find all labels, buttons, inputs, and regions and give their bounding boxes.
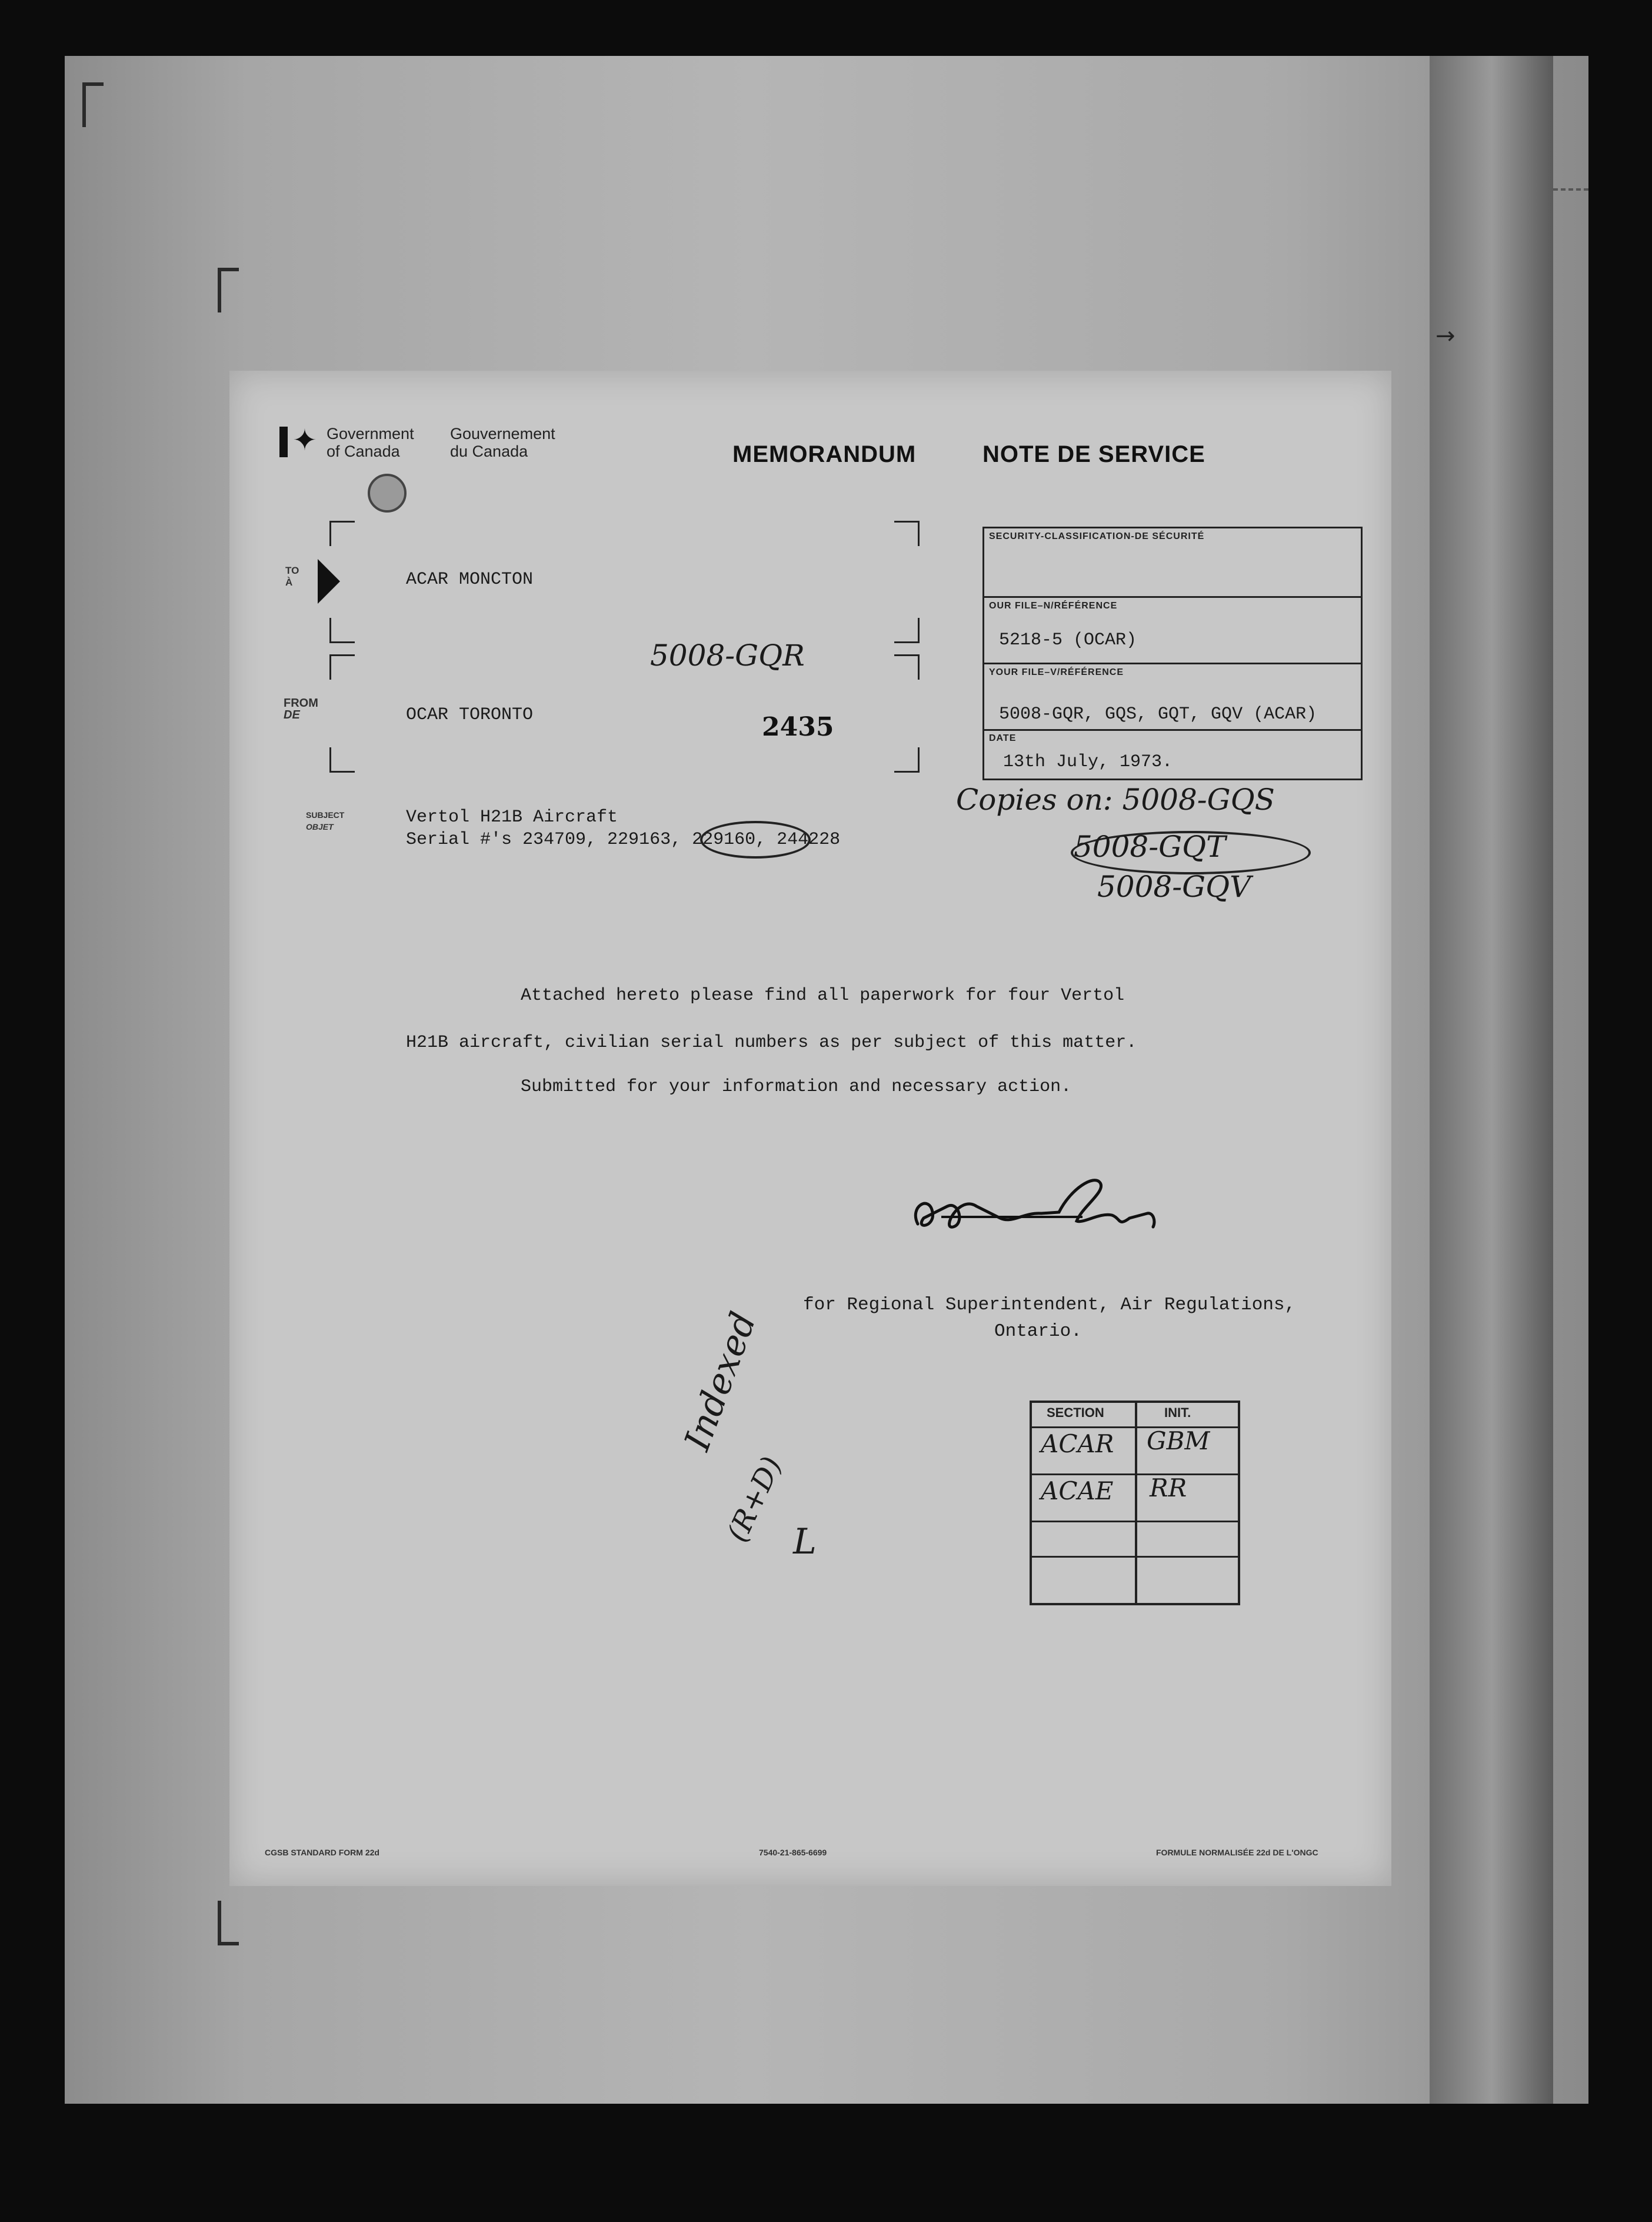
gov-wordmark-fr: Gouvernement du Canada [450,425,555,460]
your-file-value: 5008-GQR, GQS, GQT, GQV (ACAR) [999,704,1317,724]
bracket [894,747,920,773]
crop-mark-bottom-left [218,1901,239,1945]
handwritten-copies-line-1: Copies on: 5008-GQS [956,783,1275,817]
footer-form-number: CGSB STANDARD FORM 22d [265,1848,379,1857]
routing-cell: RR [1150,1473,1187,1502]
canada-flag-icon: ✦ [279,427,315,457]
our-file-value: 5218-5 (OCAR) [999,630,1137,650]
memo-date: 13th July, 1973. [1003,752,1173,772]
routing-table: SECTION INIT. ACAR GBM ACAE RR [1030,1401,1240,1605]
from-sender: OCAR TORONTO [406,705,534,725]
signature-title-line-2: Ontario. [994,1321,1082,1342]
memo-page [229,371,1391,1886]
handwritten-indexed-note: Indexed [677,1306,765,1456]
stamped-number: 2435 [762,712,834,742]
memorandum-title: MEMORANDUM [732,441,917,467]
dashed-edge-line [1553,188,1588,191]
note-de-service-title: NOTE DE SERVICE [982,441,1205,467]
body-line-2: H21B aircraft, civilian serial numbers as per subject of this matter. [406,1033,1137,1053]
routing-cell: ACAR [1041,1429,1114,1458]
handwritten-file-number: 5008-GQR [650,638,805,673]
body-line-1: Attached hereto please find all paperwork for four Vertol [521,986,1125,1006]
bracket [894,521,920,546]
bracket [329,747,355,773]
film-edge-strip [1430,56,1553,2104]
to-label: TO À [285,565,299,588]
handwritten-letter: L [793,1521,817,1562]
signature-title-line-1: for Regional Superintendent, Air Regulations, [803,1295,1296,1315]
bracket [329,521,355,546]
bracket [894,618,920,643]
to-arrow-icon [318,559,340,604]
handwritten-rd-note: (R+D) [721,1451,789,1547]
routing-cell: GBM [1147,1426,1210,1455]
crop-mark-top-left [218,268,239,312]
handwritten-copies-line-3: 5008-GQV [1097,870,1251,904]
gov-wordmark-en: Government of Canada [327,425,414,460]
punch-hole [368,474,407,513]
reference-box: SECURITY-CLASSIFICATION-DE SÉCURITÉ OUR FILE–N/RÉFÉRENCE 5218-5 (OCAR) YOUR FILE–V/RÉFÉRENCE 5008-GQR, GQS, GQT, GQV (ACAR) DATE 13th July, 1973. [982,527,1363,780]
bracket [329,618,355,643]
from-label: FROM DE [284,697,318,721]
footer-stock-number: 7540-21-865-6699 [759,1848,827,1857]
subject-line-2: Serial #'s 234709, 229163, 229160, 244228 [406,830,841,850]
crop-mark-top-left-outer [82,82,104,127]
arrow-right-icon: → [1435,322,1456,350]
subject-line-1: Vertol H21B Aircraft [406,807,618,827]
bracket [329,654,355,680]
routing-cell: ACAE [1041,1476,1114,1505]
body-line-3: Submitted for your information and necessary action. [521,1077,1072,1097]
bracket [894,654,920,680]
to-recipient: ACAR MONCTON [406,570,534,590]
serial-circle-mark [700,821,811,859]
footer-form-number-fr: FORMULE NORMALISÉE 22d DE L'ONGC [1156,1848,1318,1857]
handwritten-copies-line-2: 5008-GQT [1074,830,1226,864]
subject-label: SUBJECT OBJET [306,810,345,831]
signature-image [906,1171,1165,1242]
